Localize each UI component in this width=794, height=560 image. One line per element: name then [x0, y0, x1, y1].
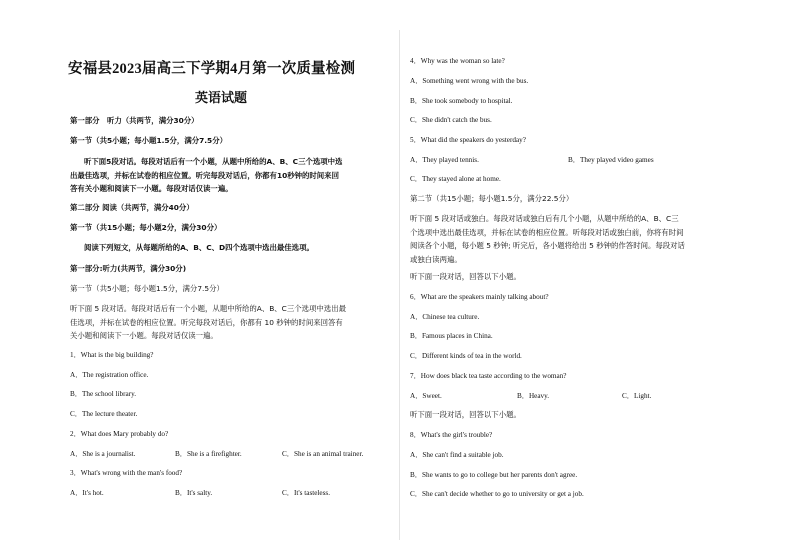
q2-option-a: A．She is a journalist.	[70, 450, 136, 458]
instruction-line: 个选项中选出最佳选项，并标在试卷的相应位置。听每段对话或独白前，你将有时间	[410, 227, 684, 237]
dialogue-intro-2: 听下面一段对话，回答以下小题。	[410, 410, 521, 419]
question-1: 1．What is the big building?	[70, 351, 154, 359]
q6-option-b: B．Famous places in China.	[410, 332, 493, 340]
q1-option-c: C．The lecture theater.	[70, 410, 138, 418]
instruction-line: 佳选项，并标在试卷的相应位置。听完每段对话后，你都有 10 秒钟的时间来回答有	[70, 317, 343, 327]
section2-instructions	[410, 212, 685, 266]
q7-option-c: C．Light.	[622, 392, 652, 400]
instruction-line: 听下面 5 段对话或独白。每段对话或独白后有几个小题，从题中所给的A、B、C三	[410, 214, 679, 223]
q5-option-b: B．They played video games	[568, 156, 654, 164]
instruction-line: 或独白读两遍。	[410, 254, 462, 264]
reading-instructions: 阅读下列短文，从每题所给的A、B、C、D四个选项中选出最佳选项。	[84, 243, 314, 252]
question-5: 5．What did the speakers do yesterday?	[410, 136, 526, 144]
q8-option-c: C．She can't decide whether to go to university or get a job.	[410, 490, 584, 498]
question-7: 7．How does black tea taste according to the woman?	[410, 372, 567, 380]
question-2: 2．What does Mary probably do?	[70, 430, 169, 438]
q4-option-c: C．She didn't catch the bus.	[410, 116, 492, 124]
q3-option-a: A．It's hot.	[70, 489, 104, 497]
part1-heading: 第一部分 听力（共两节，满分30分）	[70, 116, 199, 125]
q5-option-c: C．They stayed alone at home.	[410, 175, 501, 183]
question-6: 6．What are the speakers mainly talking about?	[410, 293, 549, 301]
instruction-line: 听下面 5 段对话。每段对话后有一个小题，从题中所给的A、B、C三个选项中选出最	[70, 304, 346, 313]
listening-instructions	[70, 155, 342, 196]
exam-title: 安福县2023届高三下学期4月第一次质量检测	[68, 61, 356, 77]
q3-option-c: C．It's tasteless.	[282, 489, 331, 497]
section1c-heading: 第一节（共5小题；每小题1.5分，满分7.5分）	[70, 284, 224, 293]
q6-option-a: A．Chinese tea culture.	[410, 313, 480, 321]
q4-option-b: B．She took somebody to hospital.	[410, 97, 513, 105]
instruction-line: 出最佳选项，并标在试卷的相应位置。听完每段对话后，你都有10秒钟的时间来回	[70, 170, 339, 180]
q8-option-a: A．She can't find a suitable job.	[410, 451, 504, 459]
listening-instructions-2	[70, 302, 346, 343]
q2-option-b: B．She is a firefighter.	[175, 450, 242, 458]
part2-heading: 第二部分 阅读（共两节，满分40分）	[70, 203, 194, 212]
q6-option-c: C．Different kinds of tea in the world.	[410, 352, 522, 360]
q1-option-a: A．The registration office.	[70, 371, 149, 379]
instruction-line: 阅读各个小题，每小题 5 秒钟; 听完后，各小题将给出 5 秒钟的作答时间。每段对话	[410, 241, 685, 250]
exam-subtitle: 英语试题	[195, 90, 248, 105]
q1-option-b: B．The school library.	[70, 390, 137, 398]
part1b-heading: 第一部分:听力(共两节，满分30分)	[70, 264, 187, 273]
q3-option-b: B．It's salty.	[175, 489, 213, 497]
instruction-line: 答有关小题和阅读下一小题。每段对话仅读一遍。	[70, 184, 233, 193]
instruction-line: 听下面5段对话。每段对话后有一个小题，从题中所给的A、B、C三个选项中选	[84, 157, 343, 166]
q7-option-b: B．Heavy.	[517, 392, 550, 400]
q8-option-b: B．She wants to go to college but her parents don't agree.	[410, 471, 578, 479]
section1-heading: 第一节（共5小题；每小题1.5分，满分7.5分）	[70, 136, 227, 145]
q4-option-a: A．Something went wrong with the bus.	[410, 77, 529, 85]
q7-option-a: A．Sweet.	[410, 392, 442, 400]
question-4: 4．Why was the woman so late?	[410, 57, 505, 65]
q2-option-c: C．She is an animal trainer.	[282, 450, 364, 458]
question-3: 3．What's wrong with the man's food?	[70, 469, 183, 477]
instruction-line: 关小题和阅读下一小题。每段对话仅读一遍。	[70, 331, 218, 340]
column-divider	[399, 30, 400, 540]
question-8: 8．What's the girl's trouble?	[410, 431, 493, 439]
section1b-heading: 第一节（共15小题；每小题2分，满分30分）	[70, 223, 222, 232]
section2-heading: 第二节（共15小题；每小题1.5分，满分22.5分）	[410, 194, 574, 203]
dialogue-intro-1: 听下面一段对话，回答以下小题。	[410, 272, 521, 281]
q5-option-a: A．They played tennis.	[410, 156, 479, 164]
